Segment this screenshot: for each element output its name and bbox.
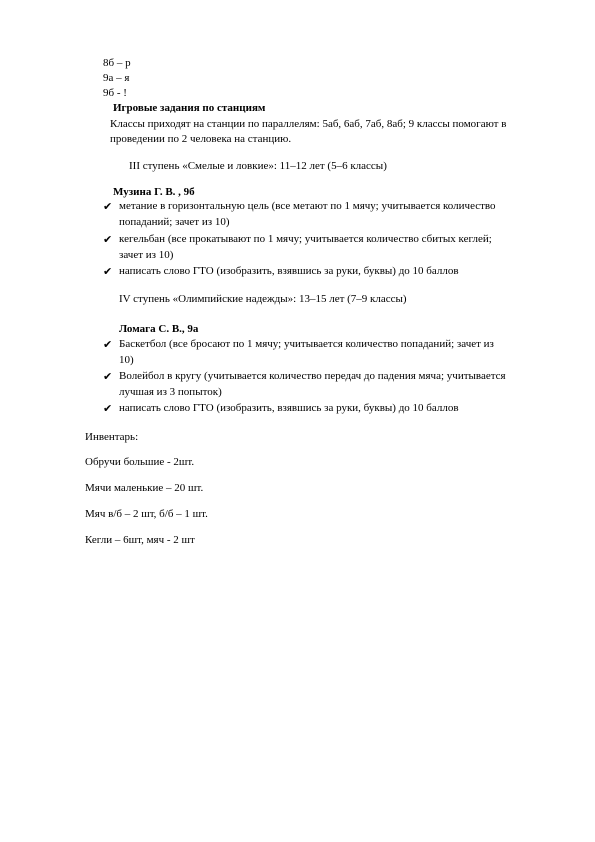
stage4-item-1-line-2: 10) — [119, 354, 134, 366]
top-line-3: 9б - ! — [103, 87, 127, 99]
check-icon: ✔ — [103, 338, 113, 351]
inventory-line-1: Обручи большие - 2шт. — [85, 456, 195, 468]
check-icon: ✔ — [103, 200, 113, 213]
inventory-heading: Инвентарь: — [85, 431, 139, 443]
stage4-teacher: Ломага С. В., 9а — [119, 323, 199, 335]
inventory-line-2: Мячи маленькие – 20 шт. — [85, 482, 204, 494]
intro-line-2: проведении по 2 человека на станцию. — [110, 133, 292, 145]
check-icon: ✔ — [103, 402, 113, 415]
check-icon: ✔ — [103, 370, 113, 383]
stage3-item-2-line-2: зачет из 10) — [119, 249, 174, 261]
stage4-item-2-line-1: Волейбол в кругу (учитывается количество передач до падения мяча; учитывается — [119, 370, 506, 382]
stage4-item-2-line-2: лучшая из 3 попыток) — [119, 386, 222, 398]
stage3-item-1-line-1: метание в горизонтальную цель (все метают по 1 мячу; учитывается количество — [119, 200, 496, 212]
stage4-item-1-line-1: Баскетбол (все бросают по 1 мячу; учитывается количество попаданий; зачет из — [119, 338, 494, 350]
stage3-item-2-line-1: кегельбан (все прокатывают по 1 мячу; учитывается количество сбитых кеглей; — [119, 233, 492, 245]
inventory-line-4: Кегли – 6шт, мяч - 2 шт — [85, 534, 195, 546]
stage4-item-3-line-1: написать слово ГТО (изобразить, взявшись за руки, буквы) до 10 баллов — [119, 402, 459, 414]
check-icon: ✔ — [103, 265, 113, 278]
check-icon: ✔ — [103, 233, 113, 246]
stage4-title: IV ступень «Олимпийские надежды»: 13–15 лет (7–9 классы) — [119, 293, 407, 305]
intro-line-1: Классы приходят на станции по параллелям: 5аб, 6аб, 7аб, 8аб; 9 классы помогают в — [110, 118, 507, 130]
stations-heading: Игровые задания по станциям — [113, 102, 266, 114]
stage3-item-3-line-1: написать слово ГТО (изобразить, взявшись за руки, буквы) до 10 баллов — [119, 265, 459, 277]
stage3-title: III ступень «Смелые и ловкие»: 11–12 лет (5–6 классы) — [129, 160, 387, 172]
stage3-item-1-line-2: попаданий; зачет из 10) — [119, 216, 230, 228]
stage3-teacher: Музина Г. В. , 9б — [113, 186, 195, 198]
top-line-2: 9а – я — [103, 72, 130, 84]
top-line-1: 8б – р — [103, 57, 131, 69]
inventory-line-3: Мяч в/б – 2 шт, б/б – 1 шт. — [85, 508, 208, 520]
